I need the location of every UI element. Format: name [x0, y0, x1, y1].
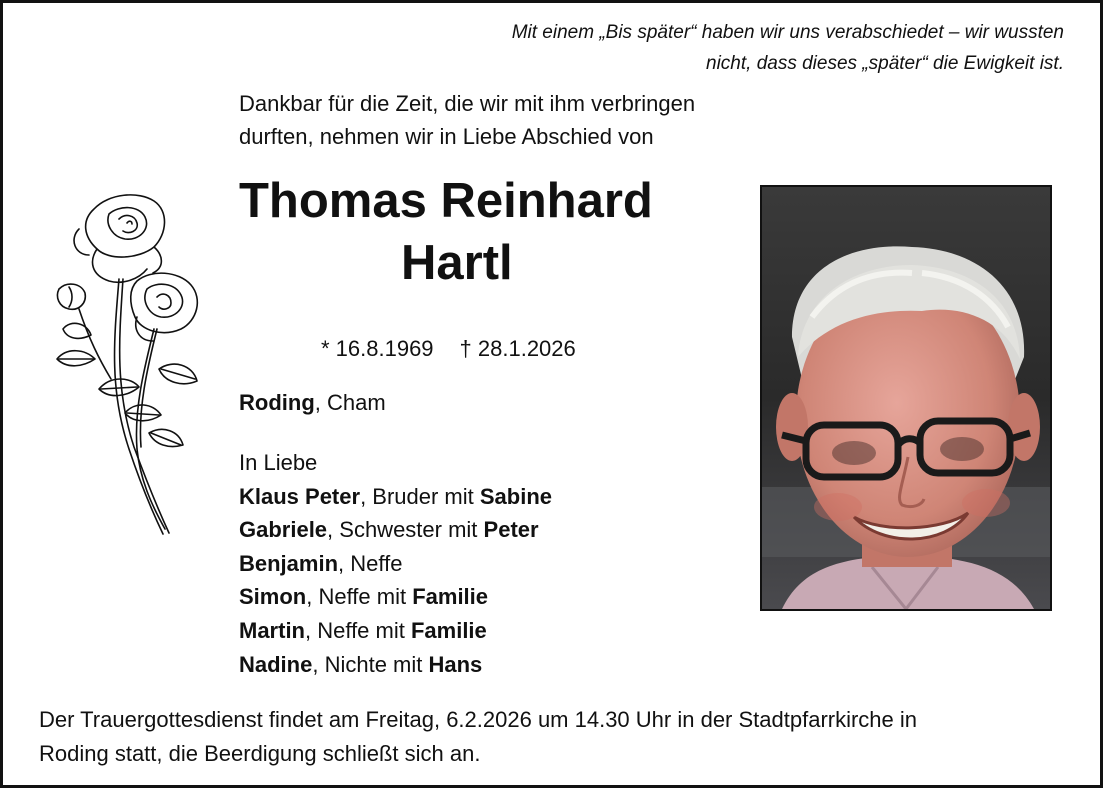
farewell-quote	[364, 17, 1064, 79]
mourners-heading: In Liebe	[239, 450, 318, 475]
mourner-row	[239, 480, 552, 514]
rose-icon	[39, 189, 209, 554]
portrait-photo	[760, 185, 1052, 611]
mourner-row	[239, 614, 552, 648]
intro-text	[239, 87, 799, 153]
mourner-partner: Familie	[412, 584, 489, 610]
service-line-2: Roding statt, die Beerdigung schließt sich an.	[39, 741, 481, 766]
mourner-partner: Sabine	[479, 483, 553, 509]
mourner-name: Martin	[239, 617, 305, 643]
mourners-list	[239, 446, 552, 681]
mourner-partner: Familie	[410, 617, 487, 643]
mourner-relation: , Neffe mit	[305, 617, 411, 643]
mourner-name: Simon	[239, 584, 307, 610]
mourner-name: Klaus Peter	[239, 483, 361, 509]
service-info	[39, 703, 1069, 771]
mourner-name: Nadine	[239, 651, 313, 677]
mourner-partner: Peter	[483, 517, 539, 543]
intro-line-1: Dankbar für die Zeit, die wir mit ihm verbringen	[239, 91, 696, 116]
mourner-partner: Hans	[428, 651, 483, 677]
residence	[239, 388, 386, 418]
residence-town: Roding	[239, 390, 315, 415]
service-line-1: Der Trauergottesdienst findet am Freitag, 6.2.2026 um 14.30 Uhr in der Stadtpfarrkirche in	[39, 707, 918, 732]
mourner-relation: , Bruder mit	[360, 483, 480, 509]
mourner-name: Benjamin	[239, 550, 339, 576]
residence-region: , Cham	[314, 390, 386, 415]
mourner-relation: , Schwester mit	[327, 517, 484, 543]
mourner-relation: , Neffe mit	[306, 584, 413, 610]
deceased-first-names: Thomas Reinhard	[239, 174, 653, 228]
mourner-row	[239, 580, 552, 614]
life-dates	[321, 334, 576, 364]
birth-date: * 16.8.1969	[321, 336, 434, 361]
quote-line-2: nicht, dass dieses „später“ die Ewigkeit ist.	[706, 53, 1064, 74]
death-date: † 28.1.2026	[459, 336, 576, 361]
mourner-row	[239, 547, 552, 581]
mourner-name: Gabriele	[239, 517, 328, 543]
mourner-row	[239, 648, 552, 682]
mourner-relation: , Nichte mit	[312, 651, 429, 677]
mourner-relation: , Neffe	[338, 550, 403, 576]
deceased-name	[239, 170, 689, 294]
intro-line-2: durften, nehmen wir in Liebe Abschied von	[239, 124, 654, 149]
mourner-row	[239, 513, 552, 547]
deceased-surname: Hartl	[401, 236, 513, 290]
quote-line-1: Mit einem „Bis später“ haben wir uns verabschiedet – wir wussten	[511, 22, 1064, 43]
